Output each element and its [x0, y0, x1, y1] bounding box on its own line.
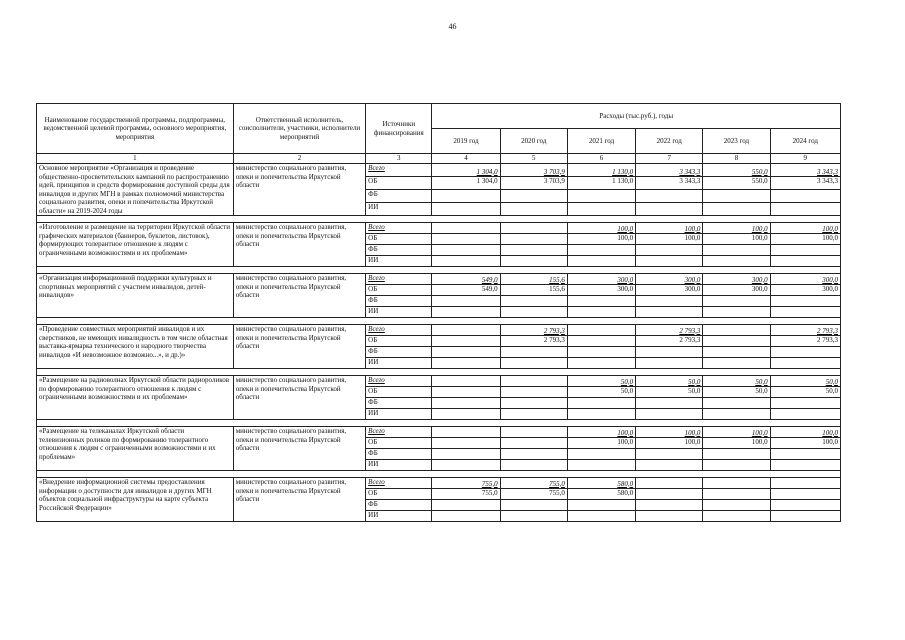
expense-value — [567, 409, 635, 420]
expense-value — [567, 449, 635, 460]
expense-value: 580,0 — [567, 489, 635, 500]
funding-source: ИИ — [366, 409, 432, 420]
expense-value — [500, 409, 567, 420]
expense-value: 300,0 — [567, 274, 635, 285]
expense-value — [432, 398, 500, 409]
expense-value — [703, 409, 770, 420]
column-number: 4 — [432, 154, 500, 164]
expense-value — [703, 190, 770, 203]
expense-value — [500, 511, 567, 522]
funding-source: ОБ — [366, 285, 432, 296]
expense-value — [770, 358, 840, 369]
expense-value — [703, 478, 770, 489]
row-separator — [37, 267, 841, 274]
expense-value: 3 343,3 — [770, 164, 840, 177]
expense-value — [567, 398, 635, 409]
expense-value: 100,0 — [636, 427, 703, 438]
expense-value — [500, 347, 567, 358]
expense-value — [636, 489, 703, 500]
expense-value — [432, 223, 500, 234]
header-year: 2022 год — [636, 129, 703, 154]
expense-value: 755,0 — [500, 489, 567, 500]
funding-source: ФБ — [366, 296, 432, 307]
funding-source: ИИ — [366, 203, 432, 216]
expense-value — [703, 347, 770, 358]
expense-value — [636, 478, 703, 489]
expense-value: 50,0 — [703, 376, 770, 387]
page-number: 46 — [448, 22, 457, 31]
activity-name: «Внедрение информационной системы предоставления информации о доступности для инвалидов и других МГН объектов социальной инфраструктуры на карте субъекта Российской Федерации» — [37, 478, 234, 522]
responsible-executor: министерство социального развития, опеки и попечительства Иркутской области — [233, 376, 365, 420]
expense-value: 50,0 — [770, 376, 840, 387]
expense-value — [703, 203, 770, 216]
expense-value: 100,0 — [770, 438, 840, 449]
expense-value — [500, 387, 567, 398]
activity-name: «Размещение на радиоволнах Иркутской области радиороликов по формированию толерантного отношения к людям с ограниченными возможностями и их проблемам» — [37, 376, 234, 420]
expense-value — [567, 336, 635, 347]
expense-value — [500, 460, 567, 471]
expense-value: 155,6 — [500, 285, 567, 296]
expense-value — [432, 245, 500, 256]
expense-value — [636, 256, 703, 267]
expense-value: 300,0 — [770, 285, 840, 296]
expense-value — [636, 449, 703, 460]
expense-value — [770, 296, 840, 307]
column-number: 5 — [500, 154, 567, 164]
table-row — [37, 325, 841, 336]
expense-value: 2 793,3 — [636, 336, 703, 347]
expense-value — [500, 398, 567, 409]
row-separator — [37, 216, 841, 223]
expense-value — [432, 234, 500, 245]
expense-value — [432, 203, 500, 216]
expense-value — [567, 460, 635, 471]
expense-value: 3 703,9 — [500, 164, 567, 177]
header-year: 2024 год — [770, 129, 840, 154]
expense-value: 1 304,0 — [432, 177, 500, 190]
expense-value — [770, 489, 840, 500]
table-row — [37, 164, 841, 177]
expense-value: 755,0 — [432, 489, 500, 500]
table-row — [37, 274, 841, 285]
row-separator — [37, 420, 841, 427]
column-number: 6 — [567, 154, 635, 164]
expense-value — [770, 511, 840, 522]
expense-value: 300,0 — [636, 285, 703, 296]
funding-source: ФБ — [366, 449, 432, 460]
expense-value: 155,6 — [500, 274, 567, 285]
activity-name: «Проведение совместных мероприятий инвалидов и их сверстников, не имеющих инвалидность в том числе областная выставка-ярмарка технического и народного творчества инвалидов «И невозможное возможно...», и др.)» — [37, 325, 234, 369]
expense-value — [770, 478, 840, 489]
expense-value — [567, 190, 635, 203]
header-year: 2020 год — [500, 129, 567, 154]
expense-value: 3 703,9 — [500, 177, 567, 190]
expense-value: 50,0 — [636, 387, 703, 398]
expense-value: 300,0 — [703, 285, 770, 296]
funding-source: Всего — [366, 164, 432, 177]
funding-source: ИИ — [366, 460, 432, 471]
expense-value: 100,0 — [567, 234, 635, 245]
responsible-executor: министерство социального развития, опеки и попечительства Иркутской области — [233, 325, 365, 369]
expense-value — [567, 511, 635, 522]
expense-value: 50,0 — [703, 387, 770, 398]
expense-value — [703, 358, 770, 369]
funding-source: ФБ — [366, 500, 432, 511]
expense-value: 3 343,3 — [636, 177, 703, 190]
expense-value — [636, 245, 703, 256]
header-year: 2023 год — [703, 129, 770, 154]
expense-value — [636, 203, 703, 216]
expense-value: 550,0 — [703, 164, 770, 177]
column-number: 2 — [233, 154, 365, 164]
expense-value: 100,0 — [567, 438, 635, 449]
expense-value — [500, 449, 567, 460]
expense-value: 2 793,3 — [636, 325, 703, 336]
expense-value — [432, 449, 500, 460]
funding-source: ОБ — [366, 438, 432, 449]
expense-value — [703, 336, 770, 347]
expense-value: 50,0 — [770, 387, 840, 398]
expense-value: 100,0 — [703, 438, 770, 449]
expense-value — [703, 325, 770, 336]
expense-value — [567, 500, 635, 511]
funding-source: Всего — [366, 478, 432, 489]
expense-value — [432, 460, 500, 471]
expense-value — [567, 256, 635, 267]
expense-value — [567, 325, 635, 336]
responsible-executor: министерство социального развития, опеки и попечительства Иркутской области — [233, 274, 365, 318]
funding-source: Всего — [366, 427, 432, 438]
table-row — [37, 223, 841, 234]
expense-value: 50,0 — [636, 376, 703, 387]
expense-value — [636, 358, 703, 369]
activity-name: Основное мероприятие «Организация и проведение общественно-просветительских кампаний по распространению идей, принципов и средств формирования доступной среды для инвалидов и других МГН в рамках полномочий министерства социального развития, опеки и попечительства Иркутской области» на 2019-2024 годы — [37, 164, 234, 216]
column-number: 7 — [636, 154, 703, 164]
expense-value — [500, 256, 567, 267]
expense-value — [567, 358, 635, 369]
expense-value — [770, 460, 840, 471]
expense-value — [567, 203, 635, 216]
funding-source: ИИ — [366, 511, 432, 522]
header-responsible: Ответственный исполнитель, соисполнители, участники, исполнители мероприятий — [233, 104, 365, 154]
separator-cell — [37, 420, 841, 427]
expense-value — [770, 245, 840, 256]
header-year: 2021 год — [567, 129, 635, 154]
column-number: 8 — [703, 154, 770, 164]
expense-value — [703, 307, 770, 318]
funding-source: ОБ — [366, 489, 432, 500]
funding-source: ФБ — [366, 190, 432, 203]
expense-value — [703, 296, 770, 307]
expense-value — [636, 500, 703, 511]
expense-value — [703, 460, 770, 471]
expense-value — [770, 398, 840, 409]
funding-source: ОБ — [366, 336, 432, 347]
separator-cell — [37, 318, 841, 325]
expense-value — [432, 307, 500, 318]
expense-value — [432, 358, 500, 369]
expense-value — [703, 256, 770, 267]
expense-value — [770, 307, 840, 318]
responsible-executor: министерство социального развития, опеки и попечительства Иркутской области — [233, 427, 365, 471]
expense-value — [432, 325, 500, 336]
expense-value — [770, 449, 840, 460]
expense-value — [432, 500, 500, 511]
expense-value: 100,0 — [636, 234, 703, 245]
expense-value — [432, 427, 500, 438]
expense-value: 755,0 — [500, 478, 567, 489]
expense-value — [636, 460, 703, 471]
expense-value: 550,0 — [703, 177, 770, 190]
row-separator — [37, 318, 841, 325]
funding-source: ФБ — [366, 245, 432, 256]
expense-value — [770, 190, 840, 203]
expense-value — [432, 296, 500, 307]
expenses-table — [36, 103, 841, 522]
expense-value — [636, 398, 703, 409]
expense-value — [500, 500, 567, 511]
funding-source: ФБ — [366, 398, 432, 409]
funding-source: ОБ — [366, 387, 432, 398]
expense-value: 755,0 — [432, 478, 500, 489]
expense-value: 2 793,3 — [500, 325, 567, 336]
expense-value — [432, 387, 500, 398]
row-separator — [37, 369, 841, 376]
expense-value: 549,0 — [432, 285, 500, 296]
expense-value: 100,0 — [636, 223, 703, 234]
expense-value: 2 793,3 — [770, 336, 840, 347]
expense-value — [432, 438, 500, 449]
expense-value: 100,0 — [636, 438, 703, 449]
expense-value — [703, 245, 770, 256]
responsible-executor: министерство социального развития, опеки и попечительства Иркутской области — [233, 164, 365, 216]
expense-value — [770, 256, 840, 267]
column-number: 3 — [366, 154, 432, 164]
separator-cell — [37, 471, 841, 478]
expense-value: 100,0 — [770, 427, 840, 438]
expense-value: 100,0 — [703, 223, 770, 234]
expense-value: 300,0 — [770, 274, 840, 285]
funding-source: ОБ — [366, 177, 432, 190]
expense-value — [500, 223, 567, 234]
activity-name: «Размещение на телеканалах Иркутской области телевизионных роликов по формированию толерантного отношения к людям с ограниченными возможностями и их проблемам» — [37, 427, 234, 471]
expense-value: 100,0 — [703, 234, 770, 245]
expense-value — [432, 190, 500, 203]
expense-value: 100,0 — [770, 223, 840, 234]
responsible-executor: министерство социального развития, опеки и попечительства Иркутской области — [233, 478, 365, 522]
expense-value — [500, 234, 567, 245]
column-number: 9 — [770, 154, 840, 164]
expense-value — [567, 307, 635, 318]
expense-value: 100,0 — [567, 427, 635, 438]
expense-value — [567, 347, 635, 358]
expense-value: 580,0 — [567, 478, 635, 489]
expense-value — [432, 511, 500, 522]
expense-value: 549,0 — [432, 274, 500, 285]
table-row — [37, 376, 841, 387]
funding-source: ИИ — [366, 307, 432, 318]
column-number: 1 — [37, 154, 234, 164]
expense-value — [500, 203, 567, 216]
expense-value: 300,0 — [567, 285, 635, 296]
expense-value — [770, 203, 840, 216]
expense-value — [770, 347, 840, 358]
separator-cell — [37, 216, 841, 223]
row-separator — [37, 471, 841, 478]
header-name: Наименование государственной программы, подпрограммы, ведомственной целевой программы, основного мероприятия, мероприятия — [37, 104, 234, 154]
expense-value — [703, 511, 770, 522]
expense-value — [500, 307, 567, 318]
expense-value — [432, 376, 500, 387]
expense-value: 50,0 — [567, 387, 635, 398]
expense-value — [500, 438, 567, 449]
separator-cell — [37, 267, 841, 274]
expense-value — [567, 245, 635, 256]
expense-value — [703, 398, 770, 409]
expense-value: 3 343,3 — [636, 164, 703, 177]
expense-value — [500, 376, 567, 387]
funding-source: Всего — [366, 376, 432, 387]
expense-value — [703, 449, 770, 460]
expense-value — [500, 358, 567, 369]
expense-value — [636, 511, 703, 522]
expense-value — [703, 500, 770, 511]
activity-name: «Организация информационной поддержки культурных и спортивных мероприятий с участием инвалидов, детей-инвалидов» — [37, 274, 234, 318]
expense-value — [636, 190, 703, 203]
expense-value: 1 130,0 — [567, 177, 635, 190]
expense-value: 300,0 — [703, 274, 770, 285]
expense-value: 300,0 — [636, 274, 703, 285]
expense-value — [636, 409, 703, 420]
expense-value: 50,0 — [567, 376, 635, 387]
expense-value — [770, 500, 840, 511]
funding-source: ОБ — [366, 234, 432, 245]
responsible-executor: министерство социального развития, опеки и попечительства Иркутской области — [233, 223, 365, 267]
expense-value — [567, 296, 635, 307]
expense-value: 3 343,3 — [770, 177, 840, 190]
expense-value: 100,0 — [703, 427, 770, 438]
expense-value: 100,0 — [567, 223, 635, 234]
expense-value — [500, 245, 567, 256]
expense-value: 2 793,3 — [770, 325, 840, 336]
funding-source: Всего — [366, 223, 432, 234]
header-sources: Источники финансирования — [366, 104, 432, 154]
expense-value: 2 793,3 — [500, 336, 567, 347]
activity-name: «Изготовление и размещение на территории Иркутской области графических материалов (баннеров, буклетов, листовок), формирующих толерантное отношение к людям с ограниченными возможностями и их проблемам» — [37, 223, 234, 267]
table-row — [37, 478, 841, 489]
expense-value — [636, 307, 703, 318]
separator-cell — [37, 369, 841, 376]
funding-source: Всего — [366, 325, 432, 336]
expense-value — [432, 336, 500, 347]
expense-value — [636, 296, 703, 307]
expense-value — [432, 347, 500, 358]
expense-value — [500, 427, 567, 438]
expense-value — [770, 409, 840, 420]
expense-value: 100,0 — [770, 234, 840, 245]
funding-source: ФБ — [366, 347, 432, 358]
expense-value: 1 304,0 — [432, 164, 500, 177]
expense-value — [432, 409, 500, 420]
expense-value — [500, 296, 567, 307]
expense-value: 1 130,0 — [567, 164, 635, 177]
funding-source: Всего — [366, 274, 432, 285]
header-year: 2019 год — [432, 129, 500, 154]
expense-value — [432, 256, 500, 267]
expense-value — [703, 489, 770, 500]
table-row — [37, 427, 841, 438]
funding-source: ИИ — [366, 358, 432, 369]
expense-value — [636, 347, 703, 358]
expense-value — [500, 190, 567, 203]
funding-source: ИИ — [366, 256, 432, 267]
header-expenses: Расходы (тыс.руб.), годы — [432, 104, 841, 129]
